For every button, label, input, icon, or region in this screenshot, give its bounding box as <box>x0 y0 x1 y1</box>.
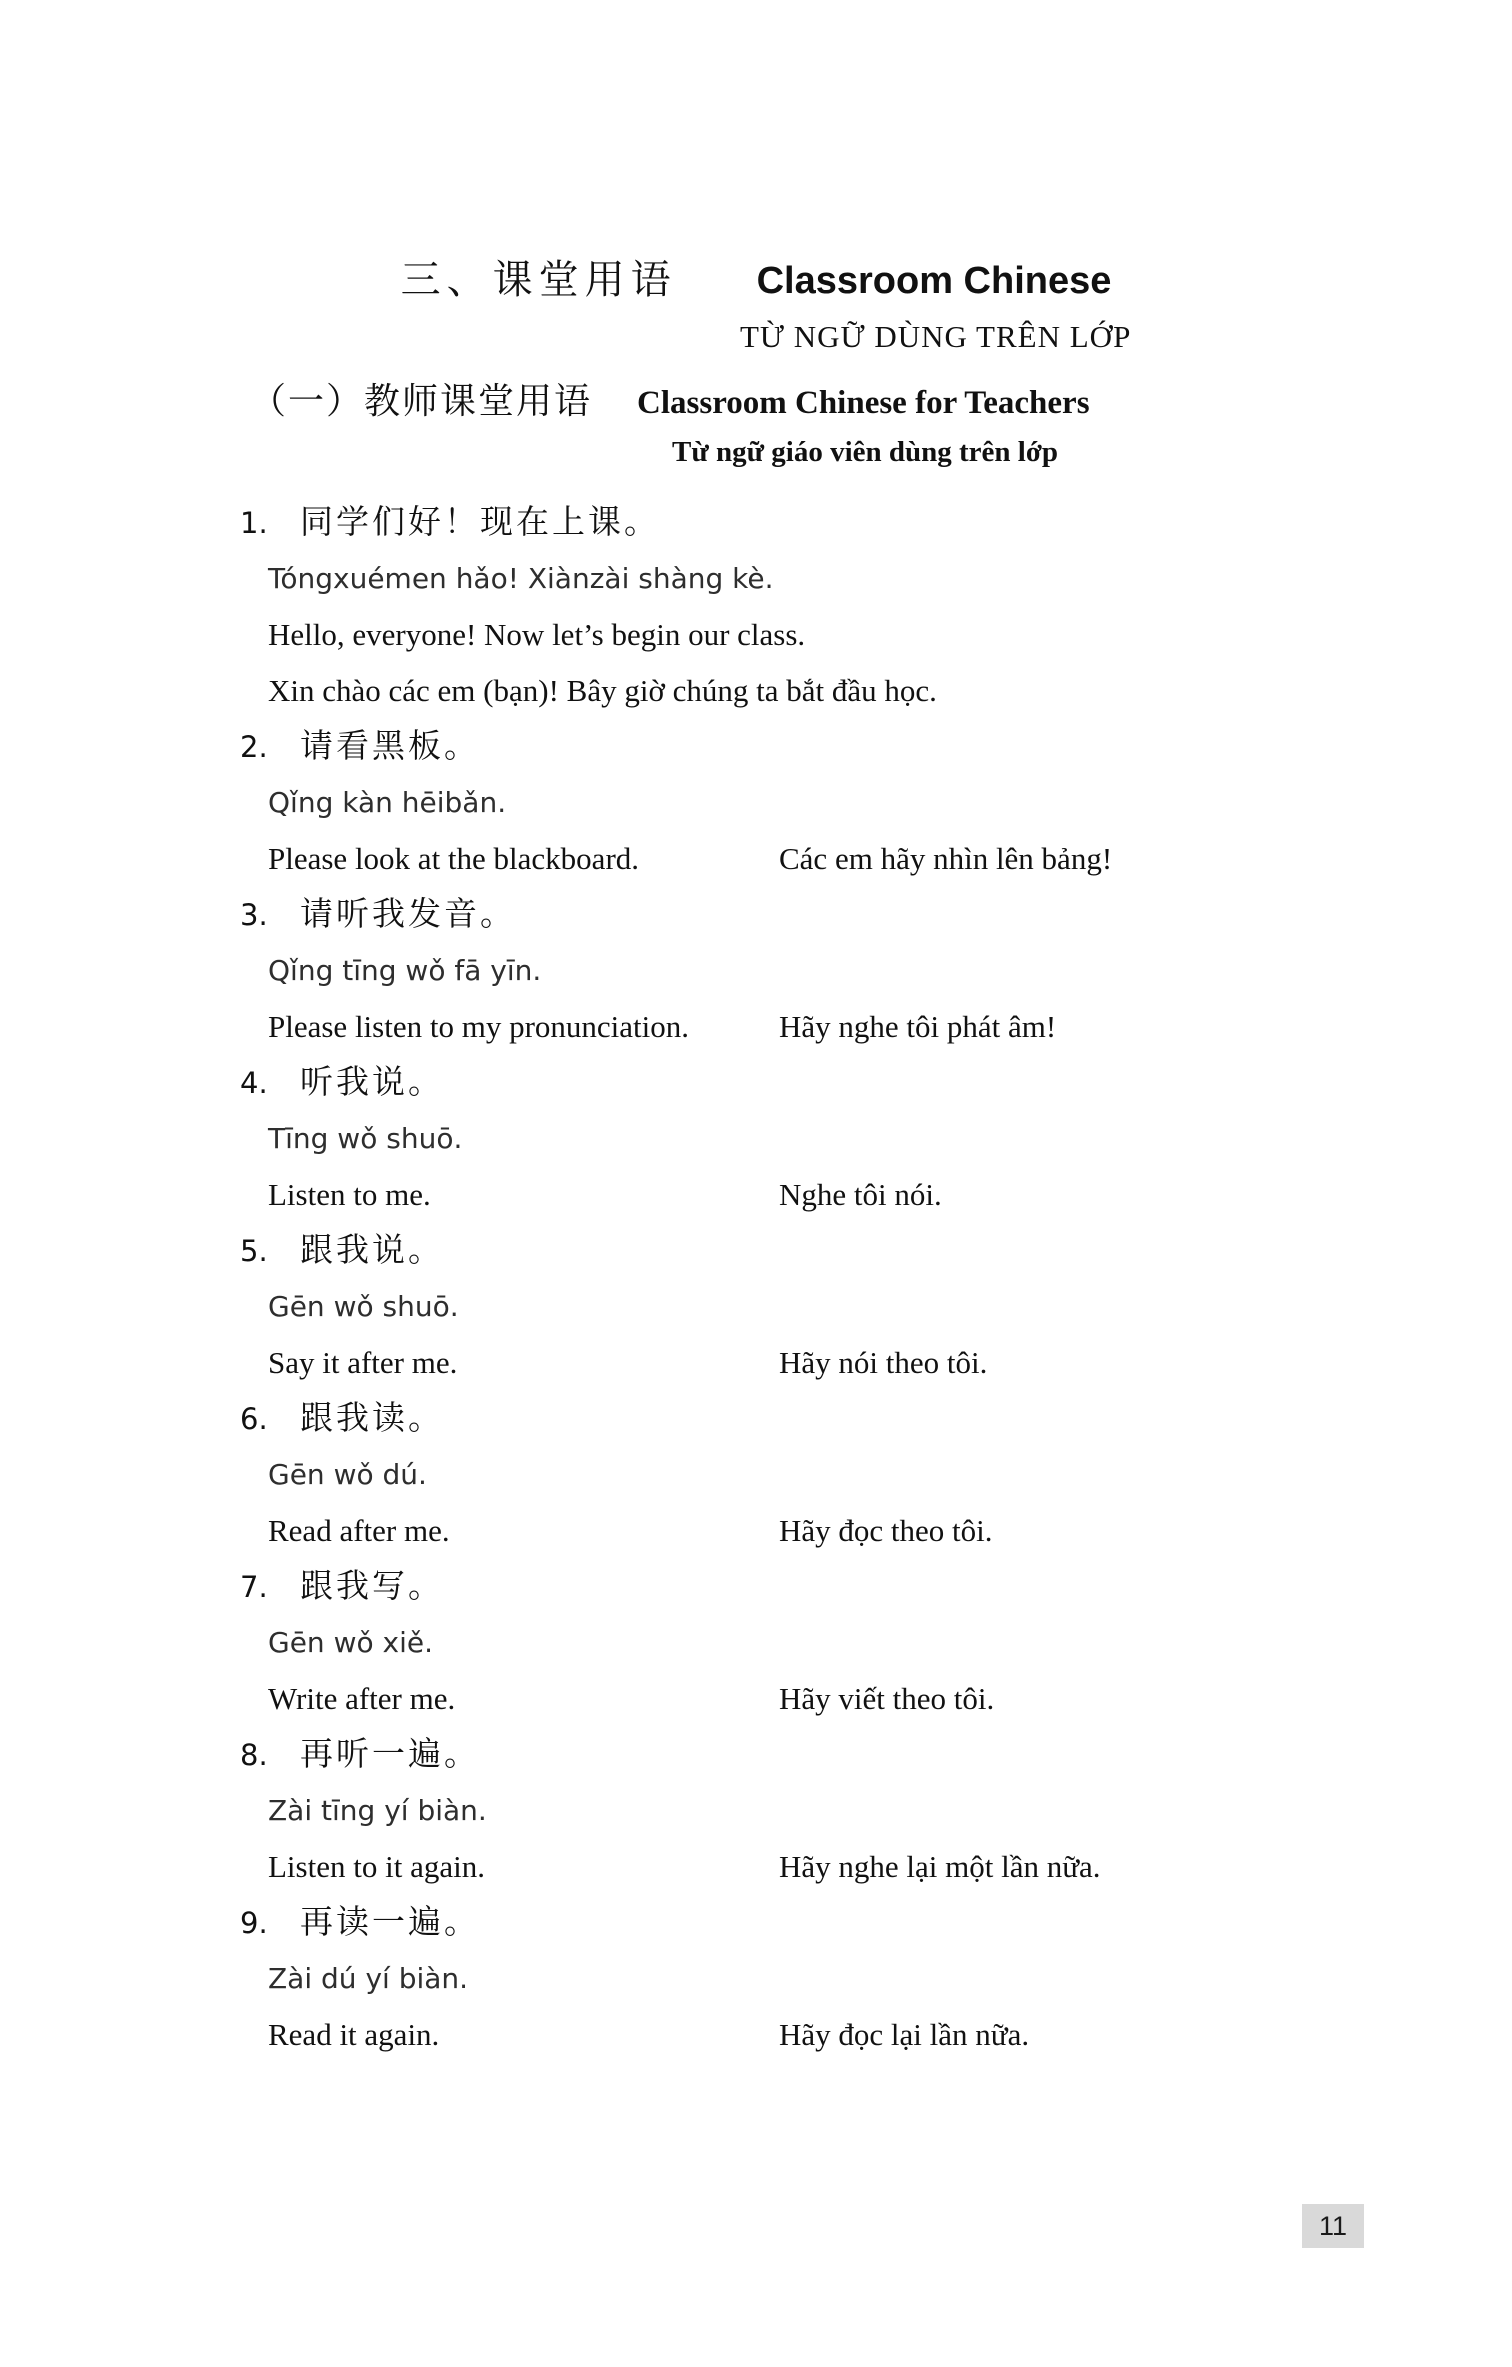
pinyin-text: Gēn wǒ shuō. <box>268 1290 459 1323</box>
item-number: 8. <box>240 1738 268 1772</box>
english-text: Please look at the blackboard. <box>268 841 640 876</box>
chinese-text: 请看黑板。 <box>300 729 480 765</box>
phrase-item <box>240 1223 1382 1391</box>
textbook-page <box>0 248 1512 2367</box>
item-number: 2. <box>240 730 268 764</box>
chinese-line <box>240 1895 1382 1951</box>
translation-line <box>268 1671 1382 1727</box>
chinese-text: 再读一遍。 <box>300 1905 480 1941</box>
chinese-line <box>240 1727 1382 1783</box>
english-text: Hello, everyone! Now let’s begin our class. <box>268 617 806 652</box>
chinese-section-title: （一）教师课堂用语 <box>250 381 593 421</box>
vietnamese-text: Xin chào các em (bạn)! Bây giờ chúng ta bắt đầu học. <box>268 673 937 708</box>
item-number: 4. <box>240 1066 268 1100</box>
vietnamese-section-title: Từ ngữ giáo viên dùng trên lớp <box>672 436 1059 468</box>
english-section-title: Classroom Chinese for Teachers <box>637 385 1090 421</box>
translation-line <box>268 2007 1382 2063</box>
pinyin-text: Gēn wǒ dú. <box>268 1458 427 1491</box>
english-text: Read after me. <box>268 1513 450 1548</box>
phrase-list <box>240 495 1382 2063</box>
phrase-item <box>240 1895 1382 2063</box>
translation-line <box>268 999 1382 1055</box>
chinese-text: 请听我发音。 <box>300 897 516 933</box>
phrase-item <box>240 1055 1382 1223</box>
pinyin-text: Tóngxuémen hǎo! Xiànzài shàng kè. <box>268 562 774 595</box>
chinese-line <box>240 1559 1382 1615</box>
chinese-line <box>240 887 1382 943</box>
item-number: 7. <box>240 1570 268 1604</box>
vietnamese-text: Nghe tôi nói. <box>779 1177 942 1212</box>
vietnamese-text: Hãy đọc lại lần nữa. <box>779 2017 1030 2052</box>
vietnamese-title: TỪ NGỮ DÙNG TRÊN LỚP <box>740 319 1132 354</box>
translation-line <box>268 1503 1382 1559</box>
english-text: Write after me. <box>268 1681 456 1716</box>
section-heading <box>250 373 1512 424</box>
pinyin-text: Qǐng kàn hēibǎn. <box>268 786 507 819</box>
vietnamese-text: Các em hãy nhìn lên bảng! <box>779 841 1113 876</box>
translation-line <box>268 1839 1382 1895</box>
pinyin-text: Qǐng tīng wǒ fā yīn. <box>268 954 542 987</box>
vietnamese-text: Hãy nói theo tôi. <box>779 1345 988 1380</box>
english-text: Read it again. <box>268 2017 440 2052</box>
english-title: Classroom Chinese <box>756 260 1112 302</box>
pinyin-text: Zài dú yí biàn. <box>268 1962 469 1995</box>
vietnamese-text: Hãy viết theo tôi. <box>779 1681 995 1716</box>
chinese-line <box>240 1055 1382 1111</box>
chinese-line <box>240 1391 1382 1447</box>
phrase-item <box>240 887 1382 1055</box>
translation-line <box>268 1335 1382 1391</box>
phrase-item <box>240 495 1382 719</box>
chinese-text: 跟我读。 <box>300 1401 444 1437</box>
translation-line <box>268 831 1382 887</box>
chinese-text: 跟我写。 <box>300 1569 444 1605</box>
phrase-item <box>240 1391 1382 1559</box>
pinyin-text: Zài tīng yí biàn. <box>268 1794 487 1827</box>
chinese-text: 跟我说。 <box>300 1233 444 1269</box>
english-text: Please listen to my pronunciation. <box>268 1009 690 1044</box>
chinese-title: 三、课堂用语 <box>400 257 677 302</box>
vietnamese-text: Hãy nghe lại một lần nữa. <box>779 1849 1101 1884</box>
item-number: 5. <box>240 1234 268 1268</box>
chinese-text: 再听一遍。 <box>300 1737 480 1773</box>
chinese-line <box>240 1223 1382 1279</box>
item-number: 6. <box>240 1402 268 1436</box>
phrase-item <box>240 1727 1382 1895</box>
vietnamese-text: Hãy đọc theo tôi. <box>779 1513 993 1548</box>
english-text: Listen to it again. <box>268 1849 485 1884</box>
page-heading <box>0 248 1512 305</box>
chinese-line <box>240 495 1382 551</box>
phrase-item <box>240 1559 1382 1727</box>
translation-line <box>268 607 1382 719</box>
english-text: Listen to me. <box>268 1177 431 1212</box>
english-text: Say it after me. <box>268 1345 458 1380</box>
pinyin-text: Tīng wǒ shuō. <box>268 1122 463 1155</box>
chinese-line <box>240 719 1382 775</box>
item-number: 9. <box>240 1906 268 1940</box>
pinyin-text: Gēn wǒ xiě. <box>268 1626 433 1659</box>
page-number-badge: 11 <box>1302 2204 1364 2248</box>
chinese-text: 听我说。 <box>300 1065 444 1101</box>
phrase-item <box>240 719 1382 887</box>
translation-line <box>268 1167 1382 1223</box>
vietnamese-text: Hãy nghe tôi phát âm! <box>779 1009 1057 1044</box>
item-number: 1. <box>240 506 268 540</box>
chinese-text: 同学们好！现在上课。 <box>300 505 660 541</box>
item-number: 3. <box>240 898 268 932</box>
